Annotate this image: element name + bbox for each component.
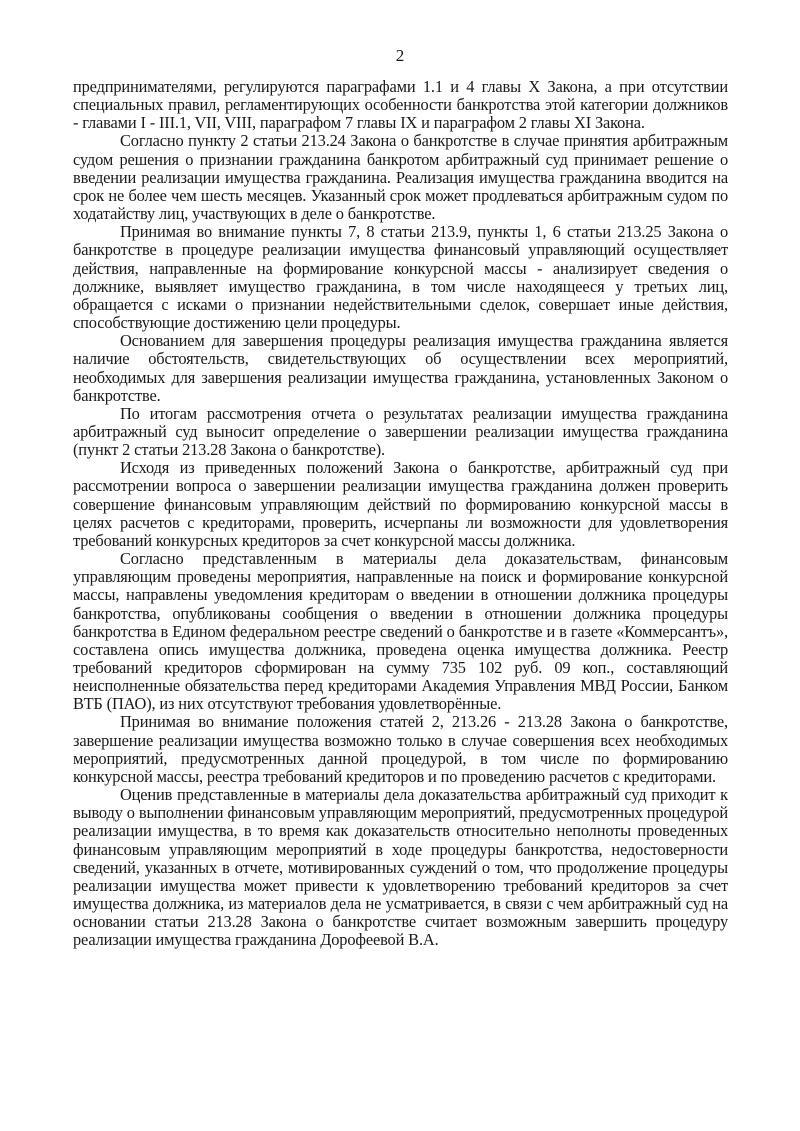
paragraph: Основанием для завершения процедуры реализация имущества гражданина является наличие обстоятельств, свидетельствующих об осуществлении всех мероприятий, необходимых для завершения реализации имущества гражданина, установленных Законом о банкротстве. (73, 331, 728, 405)
paragraph: Согласно представленным в материалы дела доказательствам, финансовым управляющим проведены мероприятия, направленные на поиск и формирование конкурсной массы, направлены уведомления кредиторам о введении в отношении должника процедуры банкротства, опубликованы сообщения о введении в отношении должника процедуры банкротства в Едином федеральном реестре сведений о банкротстве и в газете «Коммерсантъ», составлена опись имущества должника, проведена оценка имущества должника. Реестр требований кредиторов сформирован на сумму 735 102 руб. 09 коп., составляющий неисполненные обязательства перед кредиторами Академия Управления МВД России, Банком ВТБ (ПАО), из них отсутствуют требования удовлетворённые. (73, 549, 728, 714)
paragraph-continuation: предпринимателями, регулируются параграфами 1.1 и 4 главы X Закона, а при отсутствии специальных правил, регламентирующих особенности банкротства этой категории должников - главами I - III.1, VII, VIII, параграфом 7 главы IX и параграфом 2 главы XI Закона. (73, 77, 728, 133)
paragraph: Принимая во внимание пункты 7, 8 статьи 213.9, пункты 1, 6 статьи 213.25 Закона о банкротстве в процедуре реализации имущества финансовый управляющий осуществляет действия, направленные на формирование конкурсной массы - анализирует сведения о должнике, выявляет имущество гражданина, в том числе находящееся у третьих лиц, обращается с исками о признании недействительными сделок, совершает иные действия, способствующие достижению цели процедуры. (73, 222, 728, 333)
page-number: 2 (395, 46, 405, 65)
document-body (73, 78, 728, 950)
paragraph-conclusion: Оценив представленные в материалы дела доказательства арбитражный суд приходит к выводу о выполнении финансовым управляющим мероприятий, предусмотренных процедурой реализации имущества, в то время как доказательств относительно неполноты проведенных финансовым управляющим мероприятий в ходе процедуры банкротства, недостоверности сведений, указанных в отчете, мотивированных суждений о том, что продолжение процедуры реализации имущества может привести к удовлетворению требований кредиторов за счет имущества должника, из материалов дела не усматривается, в связи с чем арбитражный суд на основании статьи 213.28 Закона о банкротстве считает возможным завершить процедуру реализации имущества гражданина Дорофеевой В.А. (73, 785, 728, 950)
paragraph: По итогам рассмотрения отчета о результатах реализации имущества гражданина арбитражный суд выносит определение о завершении реализации имущества гражданина (пункт 2 статьи 213.28 Закона о банкротстве). (73, 403, 728, 460)
paragraph: Исходя из приведенных положений Закона о банкротстве, арбитражный суд при рассмотрении вопроса о завершении реализации имущества гражданина должен проверить совершение финансовым управляющим действий по формированию конкурсной массы в целях расчетов с кредиторами, проверить, исчерпаны ли возможности для удовлетворения требований конкурсных кредиторов за счет конкурсной массы должника. (73, 458, 728, 550)
paragraph: Принимая во внимание положения статей 2, 213.26 - 213.28 Закона о банкротстве, завершение реализации имущества возможно только в случае совершения всех необходимых мероприятий, предусмотренных данной процедурой, в том числе по формированию конкурсной массы, реестра требований кредиторов и по проведению расчетов с кредиторами. (73, 712, 728, 786)
paragraph: Согласно пункту 2 статьи 213.24 Закона о банкротстве в случае принятия арбитражным судом решения о признании гражданина банкротом арбитражный суд принимает решение о введении реализации имущества гражданина. Реализация имущества гражданина вводится на срок не более чем шесть месяцев. Указанный срок может продлеваться арбитражным судом по ходатайству лиц, участвующих в деле о банкротстве. (73, 131, 728, 224)
